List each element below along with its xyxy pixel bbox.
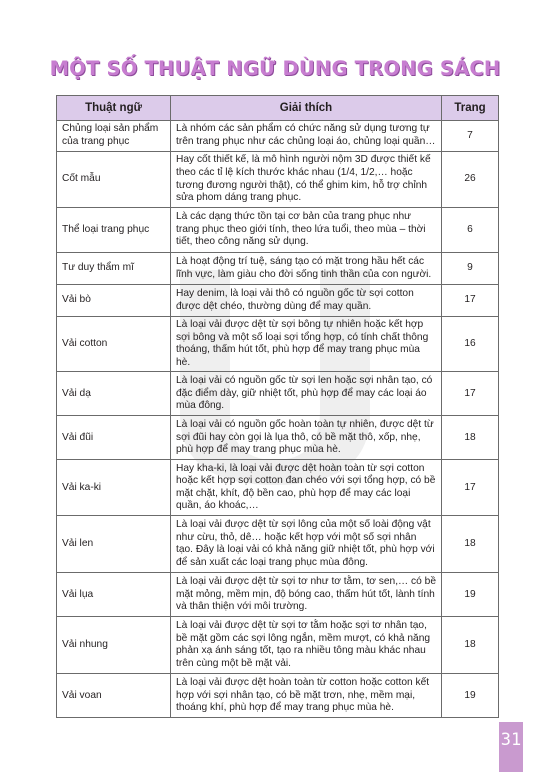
term-cell: Vải len (57, 516, 171, 573)
page-cell: 18 (442, 516, 499, 573)
page-cell: 9 (442, 253, 499, 285)
page-cell: 17 (442, 460, 499, 516)
page-cell: 6 (442, 208, 499, 253)
term-cell: Vải voan (57, 674, 171, 718)
term-cell: Vải dạ (57, 372, 171, 416)
table-row (57, 674, 499, 718)
header-term: Thuật ngữ (57, 96, 171, 121)
page-cell: 18 (442, 416, 499, 460)
definition-cell: Là loại vải có nguồn gốc từ sợi len hoặc sợi nhân tạo, có đặc điểm dày, giữ nhiệt tốt, phù hợp để may các loại áo mùa đông. (171, 372, 442, 416)
term-cell: Tư duy thẩm mĩ (57, 253, 171, 285)
term-cell: Vải cotton (57, 317, 171, 372)
definition-cell: Là loại vải được dệt từ sợi lông của một số loài động vật như cừu, thỏ, dê… hoặc kết hợp với một số sợi nhân tạo. Đây là loại vải có khả năng giữ nhiệt tốt, phù hợp với để sản xuất các loại trang phục mùa đông. (171, 516, 442, 573)
definition-cell: Hay denim, là loại vải thô có nguồn gốc từ sợi cotton được dệt chéo, thường dùng để may quần. (171, 285, 442, 317)
definition-cell: Hay cốt thiết kế, là mô hình người nộm 3D được thiết kế theo các tỉ lệ kích thước khác nhau (1/4, 1/2,… hoặc tương đương người thật), có thể ghim kim, hỗ trợ chỉnh sửa phom dáng trang phục. (171, 152, 442, 208)
table-row (57, 617, 499, 674)
table-row (57, 460, 499, 516)
table-row (57, 152, 499, 208)
term-cell: Vải lụa (57, 573, 171, 617)
table-row (57, 208, 499, 253)
page-cell: 26 (442, 152, 499, 208)
definition-cell: Là loại vải được dệt từ sợi tơ tằm hoặc sợi tơ nhân tạo, bề mặt gồm các sợi lông ngắn, mềm mượt, có khả năng phản xạ ánh sáng tốt, tạo ra nhiều tông màu khác nhau trên cùng một bề mặt vải. (171, 617, 442, 674)
definition-cell: Là nhóm các sản phẩm có chức năng sử dụng tương tự trên trang phục như các chủng loại áo, chủng loại quần… (171, 121, 442, 152)
term-cell: Vải bò (57, 285, 171, 317)
page-cell: 7 (442, 121, 499, 152)
term-cell: Cốt mẫu (57, 152, 171, 208)
page-title: MỘT SỐ THUẬT NGỮ DÙNG TRONG SÁCH (49, 57, 501, 80)
definition-cell: Là loại vải được dệt từ sợi tơ như tơ tằm, tơ sen,… có bề mặt mỏng, mềm mịn, độ bóng cao, thấm hút tốt, lành tính và thân thiện với môi trường. (171, 573, 442, 617)
page-cell: 16 (442, 317, 499, 372)
table-row (57, 317, 499, 372)
definition-cell: Là các dạng thức tồn tại cơ bản của trang phục như trang phục theo giới tính, theo lứa tuổi, theo mùa – thời tiết, theo công năng sử dụng. (171, 208, 442, 253)
page-number: 31 (500, 730, 522, 750)
table-row (57, 253, 499, 285)
table-row (57, 416, 499, 460)
term-cell: Vải nhung (57, 617, 171, 674)
glossary-table (56, 95, 499, 718)
table-header-row (57, 96, 499, 121)
page-cell: 19 (442, 573, 499, 617)
table-row (57, 285, 499, 317)
page-cell: 18 (442, 617, 499, 674)
definition-cell: Là hoạt động trí tuệ, sáng tạo có mặt trong hầu hết các lĩnh vực, làm giàu cho đời sống tinh thần của con người. (171, 253, 442, 285)
term-cell: Thể loại trang phục (57, 208, 171, 253)
term-cell: Vải đũi (57, 416, 171, 460)
page-cell: 19 (442, 674, 499, 718)
page-cell: 17 (442, 285, 499, 317)
page-cell: 17 (442, 372, 499, 416)
term-cell: Vải ka-ki (57, 460, 171, 516)
table-row (57, 121, 499, 152)
header-definition: Giải thích (171, 96, 442, 121)
term-cell: Chủng loại sản phẩm của trang phục (57, 121, 171, 152)
header-page: Trang (442, 96, 499, 121)
definition-cell: Hay kha-ki, là loại vải được dệt hoàn toàn từ sợi cotton hoặc kết hợp sợi cotton đan chéo với sợi tổng hợp, có bề mặt chặt, khít, độ bền cao, phù hợp để may các loại quần, áo khoác,… (171, 460, 442, 516)
table-row (57, 516, 499, 573)
definition-cell: Là loại vải được dệt từ sợi bông tự nhiên hoặc kết hợp sợi bông và một số loại sợi tổng hợp, có tính chất thông thoáng, thấm hút tốt, phù hợp để may trang phục mùa hè. (171, 317, 442, 372)
definition-cell: Là loại vải được dệt hoàn toàn từ cotton hoặc cotton kết hợp với sợi nhân tạo, có bề mặt trơn, nhẹ, mềm mại, thoáng khí, phù hợp để may trang phục mùa hè. (171, 674, 442, 718)
definition-cell: Là loại vải có nguồn gốc hoàn toàn tự nhiên, được dệt từ sợi đũi hay còn gọi là lụa thô, có bề mặt thô, xốp, nhẹ, phù hợp để may trang phục mùa hè. (171, 416, 442, 460)
table-row (57, 372, 499, 416)
page-number-tab (499, 722, 523, 772)
table-row (57, 573, 499, 617)
